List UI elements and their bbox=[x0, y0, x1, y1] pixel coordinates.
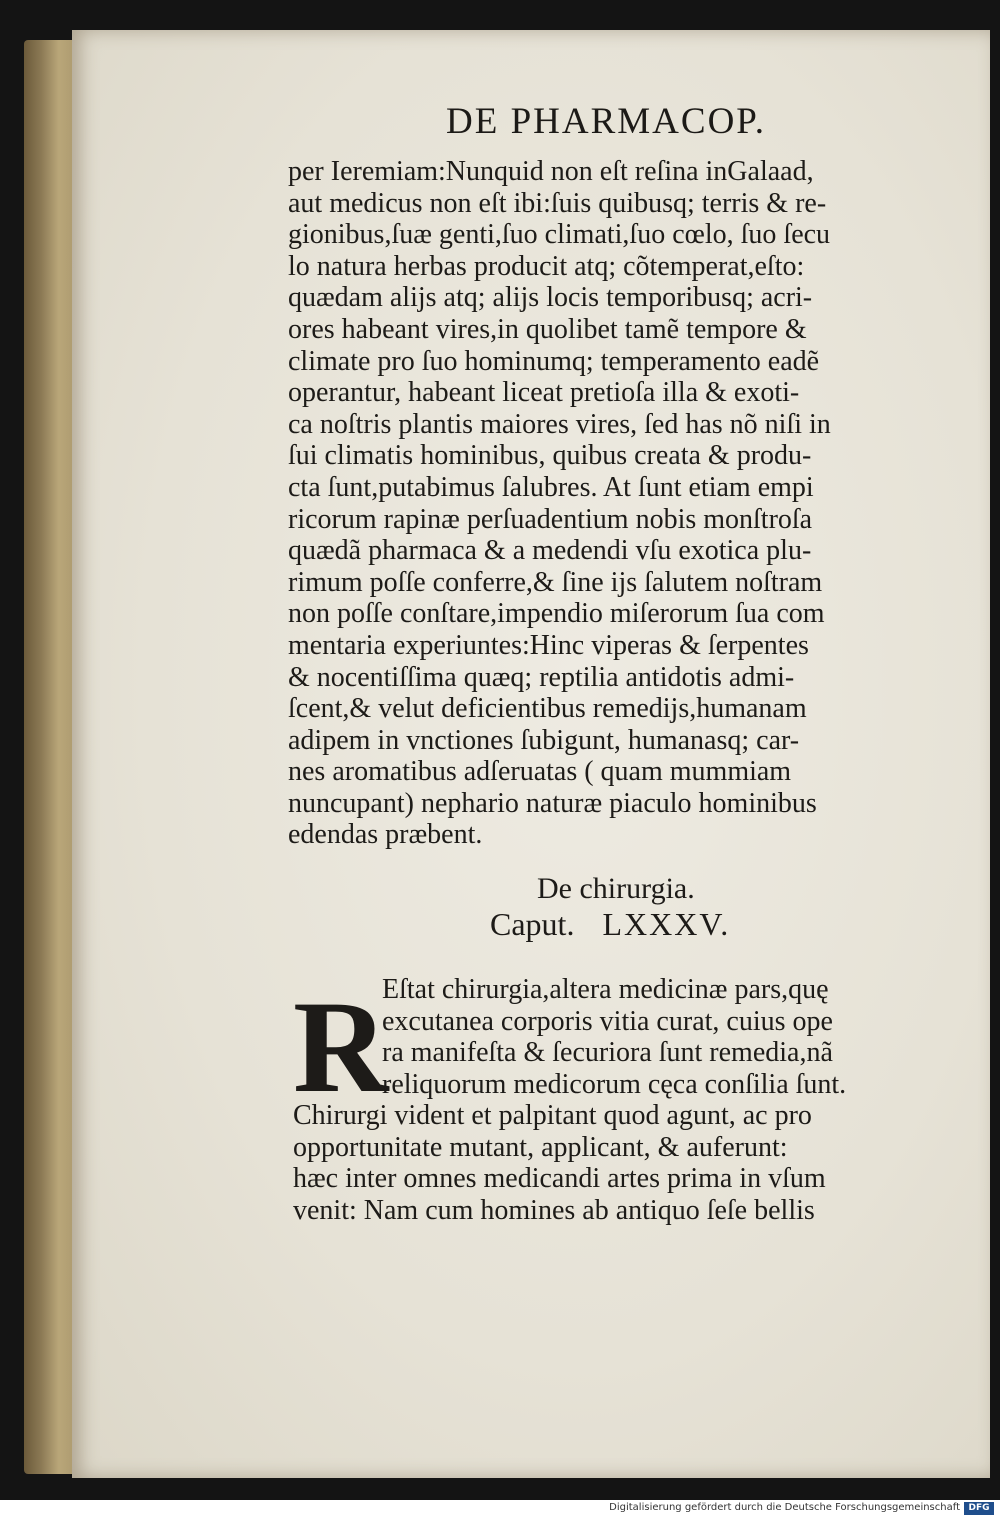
text-line: excutanea corporis vitia curat, cuius ope bbox=[382, 1005, 833, 1037]
text-line: non poſſe conſtare,impendio miſerorum ſua com bbox=[288, 598, 825, 630]
footer-credit: Digitalisierung gefördert durch die Deutsche Forschungsgemeinschaft bbox=[609, 1502, 960, 1513]
chapter-heading bbox=[490, 906, 730, 943]
text-line: mentaria experiuntes:Hinc viperas & ſerpentes bbox=[288, 629, 809, 661]
text-line: gionibus,ſuæ genti,ſuo climati,ſuo cœlo, ſuo ſecu bbox=[288, 219, 831, 251]
running-head: DE PHARMACOP. bbox=[446, 101, 767, 142]
chapter-title: De chirurgia. bbox=[537, 872, 695, 905]
text-line: ra manifeſta & ſecuriora ſunt remedia,nã bbox=[382, 1037, 833, 1069]
text-line: venit: Nam cum homines ab antiquo ſeſe bellis bbox=[293, 1194, 815, 1226]
text-line: adipem in vnctiones ſubigunt, humanasq; car- bbox=[288, 724, 800, 756]
chapter-number: LXXXV. bbox=[602, 906, 731, 942]
text-line: Eſtat chirurgia,altera medicinæ pars,quę bbox=[382, 974, 829, 1005]
text-line: nes aromatibus adſeruatas ( quam mummiam bbox=[288, 756, 792, 788]
drop-cap-initial: R bbox=[293, 973, 389, 1120]
text-line: Chirurgi vident et palpitant quod agunt, ac pro bbox=[293, 1100, 812, 1131]
text-line: quædam alijs atq; alijs locis temporibusq; acri- bbox=[288, 282, 813, 314]
text-line: per Ieremiam:Nunquid non eſt reſina inGalaad, bbox=[288, 156, 814, 187]
paragraph-2-full bbox=[293, 1100, 826, 1226]
paragraph-2-indented bbox=[382, 974, 846, 1100]
text-line: opportunitate mutant, applicant, & auferunt: bbox=[293, 1131, 788, 1163]
text-line: reliquorum medicorum cęca conſilia ſunt. bbox=[382, 1068, 847, 1100]
text-line: climate pro ſuo hominumq; temperamento eadẽ bbox=[288, 345, 820, 377]
text-line: lo natura herbas producit atq; cõtemperat,eſto: bbox=[288, 250, 805, 282]
text-line: edendas præbent. bbox=[288, 819, 483, 851]
text-line: ſui climatis hominibus, quibus creata & produ- bbox=[288, 440, 812, 472]
text-line: & nocentiſſima quæq; reptilia antidotis admi- bbox=[288, 661, 795, 693]
paragraph-1 bbox=[288, 156, 831, 851]
text-line: ſcent,& velut deficientibus remedijs,humanam bbox=[288, 693, 807, 725]
text-line: ores habeant vires,in quolibet tamẽ tempore & bbox=[288, 313, 807, 345]
text-line: ricorum rapinæ perſuadentium nobis monſtroſa bbox=[288, 503, 813, 535]
chapter-label: Caput. bbox=[490, 906, 575, 942]
text-line: rimum poſſe conferre,& ſine ijs ſalutem noſtram bbox=[288, 566, 823, 598]
text-line: aut medicus non eſt ibi:ſuis quibusq; terris & re- bbox=[288, 187, 827, 219]
text-line: cta ſunt,putabimus ſalubres. At ſunt etiam empi bbox=[288, 471, 814, 503]
text-line: quædã pharmaca & a medendi vſu exotica plu- bbox=[288, 535, 812, 567]
text-line: ca noſtris plantis maiores vires, ſed has nõ niſi in bbox=[288, 408, 831, 440]
text-line: nuncupant) nephario naturæ piaculo hominibus bbox=[288, 787, 817, 819]
text-line: hæc inter omnes medicandi artes prima in vſum bbox=[293, 1163, 826, 1195]
text-line: operantur, habeant liceat pretioſa illa & exoti- bbox=[288, 377, 800, 409]
dfg-logo: DFG bbox=[964, 1502, 994, 1515]
